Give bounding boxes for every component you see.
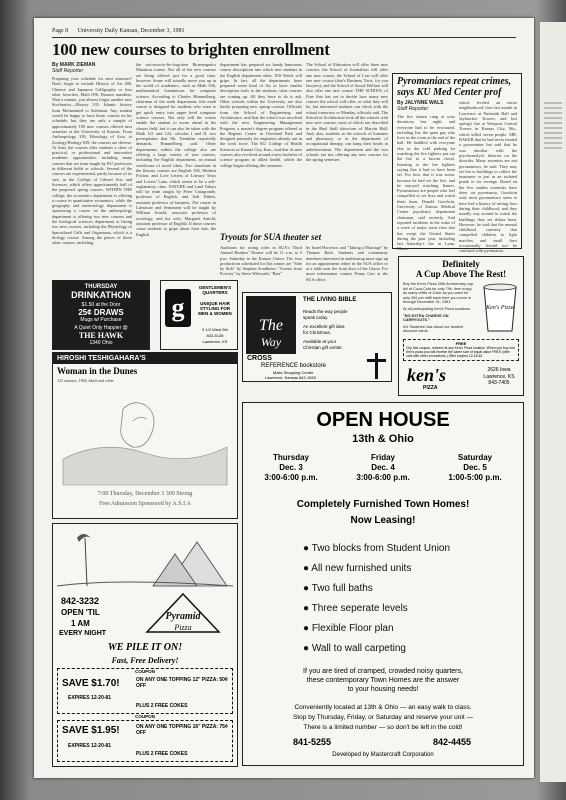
day-saturday	[435, 453, 515, 483]
feature-item	[303, 539, 513, 559]
bullet-icon: ●	[303, 583, 312, 594]
kens-coupon-text: Clip this coupon, redeem at any Ken's Pizza location. When you buy one Ken's pizza you will receive the same size of equal value FREE (offer void with other promotions.) Offer expires 12-18-81	[406, 346, 516, 358]
day-thursday-time: 3:00-6:00 p.m.	[264, 473, 318, 482]
coupon1-save: SAVE $1.70!	[62, 678, 120, 689]
pizza-phone: 842-3232	[61, 596, 100, 606]
gq-logo: g	[165, 289, 191, 327]
kens-cup-image	[481, 283, 519, 333]
kens-addr1: 2626 Iowa	[487, 367, 511, 373]
kens-headline-1: Definitely	[442, 259, 480, 269]
bullet-icon: ●	[303, 563, 312, 574]
bible-title: THE LIVING BIBLE	[303, 297, 357, 303]
day-saturday-label: Saturday	[457, 453, 493, 462]
feature-item	[303, 579, 513, 599]
day-thursday-label: Thursday	[272, 453, 309, 462]
hawk-line3: $1.50 at the Door	[81, 302, 121, 308]
hawk-line8: 1340 Ohio	[89, 340, 113, 346]
main-article-col4: The School of Education will offer three new courses; the School of Journalism will offer one new course; the School of Law will offer one new course (that's Business Torts, for you lawyers); and the School of Social Welfare will also offer one new course. THE SCHOOL of Fine Arts has yet to decide how many new courses the school will offer, or what they will be, but interested students can check with the school tomorrow or Monday, officials said. The School of Architecture took all the schools with new new courses, most of which are described in the Ruel Stall showcase of Marvin Hall. And, alas, students in the schools of business and pharmacy, or in the department of occupational therapy, can bang their heads in unbelievement. The department and the two schools are not offering any new courses for the spring semester.	[306, 62, 388, 163]
coupon2-save: SAVE $1.95!	[62, 725, 120, 736]
byline-name: By MARK ZIEMAN	[52, 62, 96, 68]
hawk-line2: DRINKATHON	[71, 290, 131, 300]
newspaper-page	[34, 18, 534, 778]
feature-text: Flexible Floor plan	[311, 623, 394, 634]
film-title: Woman in the Dunes	[57, 366, 138, 376]
kens-coupon-title: FREE	[455, 341, 467, 346]
kens-logo: ken's	[407, 365, 447, 385]
bible-store-3: Malls Shopping Center	[273, 370, 314, 375]
day-saturday-date: Dec. 5	[463, 463, 487, 472]
bible-copy	[303, 309, 387, 351]
bullet-icon: ●	[303, 603, 312, 614]
ad-kens-pizza	[398, 256, 524, 396]
gq-address: 9 1/2 West 9th	[202, 327, 228, 332]
kens-body-block	[403, 282, 475, 334]
open-house-phone-1: 841-5255	[293, 737, 332, 747]
bible-copy-l1: Reads the way people	[303, 309, 348, 314]
header-rule	[52, 37, 516, 38]
bible-copy-l3: An excellent gift idea	[303, 324, 345, 329]
ad-living-bible	[242, 292, 392, 382]
ad-open-house	[242, 402, 524, 766]
open-house-info	[243, 703, 523, 733]
main-article-col1: Preparing your schedule for next semester? Don't forget to include History of Art 486, Chinese and Japanese Calligraphy or four other favorites, Math 096, Finance numbers. Wait a minute, you almost forgot another new Stochastics—History 335. Islamic history from Mohammed to Suleiman. Any student would be happy to have those courses on his schedule, but they are only a sample of approximately 100 new courses offered next semester at the University of Kansas. From Anthropology 339, Ethnology of Asia, to Zoology/Biology 639, the courses are diverse. At least, the courses offer students a chew of practical, or professional and innovative academic opportunities, including many courses that are team-taught by KU professors in different fields or schools. Several of the courses are experimental, partly because of its size, in the College of Liberal Arts and Sciences, which offers approximately half of the proposed spring courses. WITHIN THE college, the economics department is offering a course in quantitative economics, while the geography and meteorology department is sponsoring a course on the anthropology department is offering two new courses and the biological sciences department is listing two new courses, including the Physiology of Specialized Cells and Organisms, which is a biology course. Among the pieces of those other courses, including	[52, 76, 132, 246]
feature-text: All new furnished units	[311, 563, 412, 574]
gq-phone: 843-5138	[206, 333, 224, 338]
ad-gentlemens-quarters	[160, 280, 238, 350]
pizza-coupon-1[interactable]	[57, 668, 233, 714]
pizza-open3: EVERY NIGHT	[59, 630, 107, 637]
film-admission: Free Admission Sponsored by A.S.I.A	[99, 501, 191, 507]
kens-address-block	[477, 367, 521, 387]
feature-item	[303, 559, 513, 579]
coupon1-expires: EXPIRES 12-20-81	[68, 695, 112, 701]
gq-name: GENTLEMEN'S QUARTERS	[198, 285, 232, 295]
tryouts-headline: Tryouts for SUA theater set	[220, 232, 322, 242]
feature-item	[303, 619, 513, 639]
adjacent-page-edge	[540, 22, 566, 782]
kens-cup-label: Ken's Pizza	[486, 305, 514, 311]
info-line-3: There is a limited number — so don't be left in the cold!	[303, 724, 463, 731]
coupon1-offer: ON ANY ONE TOPPING 12" PIZZA: 50¢ OFF	[136, 677, 228, 689]
svg-text:The: The	[259, 317, 283, 334]
svg-text:Way: Way	[260, 335, 282, 349]
bible-store-4: Lawrence, Kansas 842-1553	[265, 375, 316, 380]
main-byline	[52, 62, 95, 74]
pyro-col2: which leveled an entire neighborhood; fires last month in Lawrence at Naismith Hall and Jayhawker Towers; and last spring's fire at Westport Central Towers in Kansas City, Mo., which killed seven people. MR. BAKER that he had never treated a pyromaniac but said that he was familiar with the psychoanalytic theories on the disorder. Many arsonists are not pyromaniacs, he said. They may set fire to buildings to collect the insurance or just as an isolated prank or for revenge. Based on the few studies scientists have done on pyromania, Goodwin said, most pyromaniacs seem to have had a history of setting fires during their childhood, and they usually stay around to watch the buildings they set ablaze burn. However, he said that the normal childhood curiosity that compelled children to light matches and small fires occasionally should not be confused with pyromania.	[459, 100, 517, 254]
kens-students: KU Students! Ask about our student discount cards.	[403, 324, 464, 334]
bible-copy-l6: Christian gift center.	[303, 345, 343, 350]
pyro-col1: The fire alarms rang at your dormitory last night, and everyone had to be evacuated, including Joe, the quiet guy who lives in the room at the end of the hall. He huddled with everyone else in the cold parking lot watching the fire fighters put out the fire in a broom closet, listening to the fire fighters saying that it had to have been set. For how that it was arson, because he had set the fire, and he enjoyed watching flames. Pyromaniacs are people who feel compelled to set fires and watch them burn, Donald Goodwin, University of Kansas Medical Center psychiatry department chairman, said recently. And reported incidents in the wake of a wave of major areas fires that has swept the United States during the past year, including last Saturday's fire in Lynn, Mass.,	[397, 114, 455, 252]
bible-copy-l4: for Christmas.	[303, 330, 332, 335]
cross-icon	[375, 353, 378, 379]
day-thursday	[251, 453, 331, 483]
day-saturday-time: 1:00-5:00 p.m.	[448, 473, 502, 482]
day-friday-time: 3:00-6:00 p.m.	[356, 473, 410, 482]
hawk-line6: A Quiet Only Happier @	[74, 325, 128, 331]
pyro-byline-role: Staff Reporter	[397, 106, 429, 112]
bible-store-2: REFERENCE bookstore	[261, 363, 327, 369]
coupon1-plus: PLUS 2 FREE COKES	[136, 703, 188, 709]
coupon2-plus: PLUS 2 FREE COKES	[136, 751, 188, 757]
feature-text: Two full baths	[311, 583, 373, 594]
pyromaniacs-article	[392, 73, 522, 254]
pyro-byline-name: By JALYNNE WALS	[397, 100, 444, 106]
bible-copy-l5: Available at your	[303, 339, 337, 344]
pyramid-logo-text-2: Pizza	[174, 623, 192, 632]
open-house-headline-2: Now Leasing!	[350, 515, 416, 526]
pizza-coupon-2[interactable]	[57, 720, 233, 762]
paper-name-date: University Daily Kansan, December 3, 1981	[77, 28, 185, 34]
film-showtime: 7:00 Thursday, December 3 300 Strong	[97, 491, 193, 497]
info-line-2: Stop by Thursday, Friday, or Saturday and reserve your unit —	[293, 714, 473, 721]
pyromaniacs-headline: Pyromaniacs repeat crimes, says KU Med Center prof	[397, 76, 512, 98]
main-headline: 100 new courses to brighten enrollment	[52, 40, 330, 59]
kens-coupon[interactable]	[403, 339, 519, 361]
day-thursday-date: Dec. 3	[279, 463, 303, 472]
kens-addr2: Lawrence, KS	[483, 373, 515, 380]
coupon2-offer: ON ANY ONE TOPPING 16" PIZZA: 75¢ OFF	[136, 724, 228, 736]
open-house-title: OPEN HOUSE	[316, 409, 450, 431]
day-friday-label: Friday	[370, 453, 395, 462]
film-illustration-image	[63, 389, 227, 485]
main-article-col3: department has prepared six handy humorous course descriptions into which new students in the English department often, JOS Weed, will gripe. In fact, all the departments have prepared some kind of list or have similar description tools to the students, what courses are coming up. All they have to do is ask. Other schools within the University are also busily preparing new spring courses. Officials from the School of Engineering and Architecture, said that the school was involved with the new Engineering Management Program, a master's degree program offered at the Regents Center in Overland Park and designed primarily for engineers already out in the work force. The KU College of Health Sciences in Kansas City, Kan., said that its new courses also revolved around a new bachelor of science program in allied health, which the college began offering this semester.	[220, 62, 302, 168]
bullet-icon: ●	[303, 643, 312, 654]
hawk-line5: Mugs w/ Purchase	[80, 317, 122, 323]
pizza-open2: 1 AM	[71, 619, 90, 628]
pitch-line-3: to your housing needs!	[347, 686, 419, 693]
film-meta: 123 minutes, 1964, black and white	[57, 378, 114, 383]
info-line-1: Conveniently located at 13th & Ohio — an easy walk to class.	[294, 704, 472, 711]
tryouts-col1: Auditions for acting roles in SUA's Third Annual Readers' Theater will be 11 a.m. to 5 p.m. Saturday in the Kansas Union. The four productions scheduled for this winter are "Side by Side" by Stephen Sondheim; "Scenes from Poverty" by Steve Wilmorth; "Bats"	[220, 245, 302, 277]
feature-text: Wall to wall carpeting	[311, 643, 406, 654]
open-house-pitch	[243, 667, 523, 694]
open-house-days	[251, 453, 515, 483]
kens-carryout: "NO EXTRA CHARGE ON CARRYOUTS."	[403, 313, 449, 323]
page-number: Page 8	[52, 28, 69, 34]
ad-hawk-drinkathon	[52, 280, 150, 350]
day-friday-date: Dec. 4	[371, 463, 395, 472]
kens-body: Buy the Ken's Pizza 20th Anniversary cup full of Coca-Cola for only 79¢, then enjoy as many refills of Coke as you want for only 39¢ per refill each time you come in through December 31, 1981.	[403, 282, 474, 305]
pizza-open1: OPEN 'TIL	[61, 608, 100, 617]
pizza-delivery: Fast, Free Delivery!	[111, 656, 179, 665]
cross-icon-bar	[367, 359, 386, 362]
open-house-features	[303, 539, 513, 659]
feature-item	[303, 599, 513, 619]
kens-logo-sub: PIZZA	[423, 385, 438, 391]
film-director: HIROSHI TESHIGAHARA'S	[53, 353, 237, 364]
gq-tagline: UNIQUE HAIR STYLING FOR MEN & WOMEN	[198, 301, 232, 316]
coupon2-label: COUPON	[135, 714, 155, 719]
ad-pyramid-pizza	[52, 523, 238, 767]
open-house-headline-1: Completely Furnished Town Homes!	[296, 499, 470, 510]
hawk-line1: THURSDAY	[84, 284, 118, 290]
bible-copy-l2: speak today.	[303, 315, 329, 320]
hawk-line4: 25¢ DRAWS	[78, 308, 124, 317]
kens-headline-2: A Cup Above The Rest!	[415, 269, 507, 279]
adjacent-page-lines	[540, 102, 566, 149]
gq-city: Lawrence, KS	[202, 339, 228, 344]
day-friday	[343, 453, 423, 483]
pitch-line-1: If you are tired of cramped, crowded noisy quarters,	[303, 668, 463, 675]
tryouts-col2: by Israel Horovitz; and "Taking a Marriage" by Thomas Roth. Students and community members interested in auditioning must sign up for an appointment either in the SUA office or at a table near the front door of the Union. For more information contact Penny Carr at the SUA office.	[306, 245, 388, 282]
open-house-phone-2: 842-4455	[433, 737, 472, 747]
byline-role: Staff Reporter	[52, 68, 84, 74]
bullet-icon: ●	[303, 623, 312, 634]
main-article-col2: the not-soon-to-be-forgotten Bioenergetics Mutation course. Not all of the new courses are being offered just for a good time, however. Some will actually move you up in the world of academics, such as Math 036, mathematical foundations for computer science. According to Charles Himmelberg, chairman of the math department, this math course is designed for students who want to get quick entry into upper level computer science courses. Not only will the course enable the student to zoom ahead in the classes field, but it can also be taken with the Math 121 and 122, calculus I and II, two prerequisites that Mr. Tremblae reportedly demands, Himmelberg said. Other departments within the college also are offering a large variety of new courses, including the English department, an annual storehouse of novel ideas. Two standouts in the literary courses are English 106, Modern Fiction, and Love Letters of Literary Texts and Lovers' Lane, which seems to be a self-explanatory class. NATURE and Land Values will be team taught by Peter Casagrande, professor of English, and Jodi Dirkes, assistant professor of business. The course in Literature and Sentiment will be taught by William Arnold, associate professor of sociology, and his wife, Margaret Arnold, assistant professor of English. If those courses cause students to gripe about their fate, the English	[136, 62, 216, 237]
feature-text: Three seperate levels	[311, 603, 408, 614]
feature-item	[303, 639, 513, 659]
pyramid-illustration-image	[57, 528, 233, 590]
pyramid-logo-text: Pyramid	[165, 611, 201, 622]
coupon1-label: COUPON	[135, 669, 155, 674]
coupon2-expires: EXPIRES 12-20-81	[68, 743, 112, 749]
bullet-icon: ●	[303, 543, 312, 554]
pitch-line-2: these contemporary Town Homes are the answer	[306, 677, 460, 684]
open-house-developer: Developed by Mastercraft Corporation	[332, 752, 434, 758]
kens-phone: 843-7405	[488, 380, 510, 386]
pyro-byline	[397, 100, 444, 112]
open-house-location: 13th & Ohio	[352, 433, 414, 445]
kens-locations: At all participating Ken's Pizza locations.	[403, 306, 471, 311]
pizza-slogan: WE PILE IT ON!	[107, 642, 183, 653]
feature-text: Two blocks from Student Union	[311, 543, 451, 554]
ad-woman-in-the-dunes	[52, 352, 238, 519]
pyramid-logo-icon	[143, 592, 223, 640]
hawk-line7: THE HAWK	[78, 331, 124, 340]
bible-store-1: CROSS	[247, 355, 272, 362]
bible-cover-image	[246, 296, 296, 354]
